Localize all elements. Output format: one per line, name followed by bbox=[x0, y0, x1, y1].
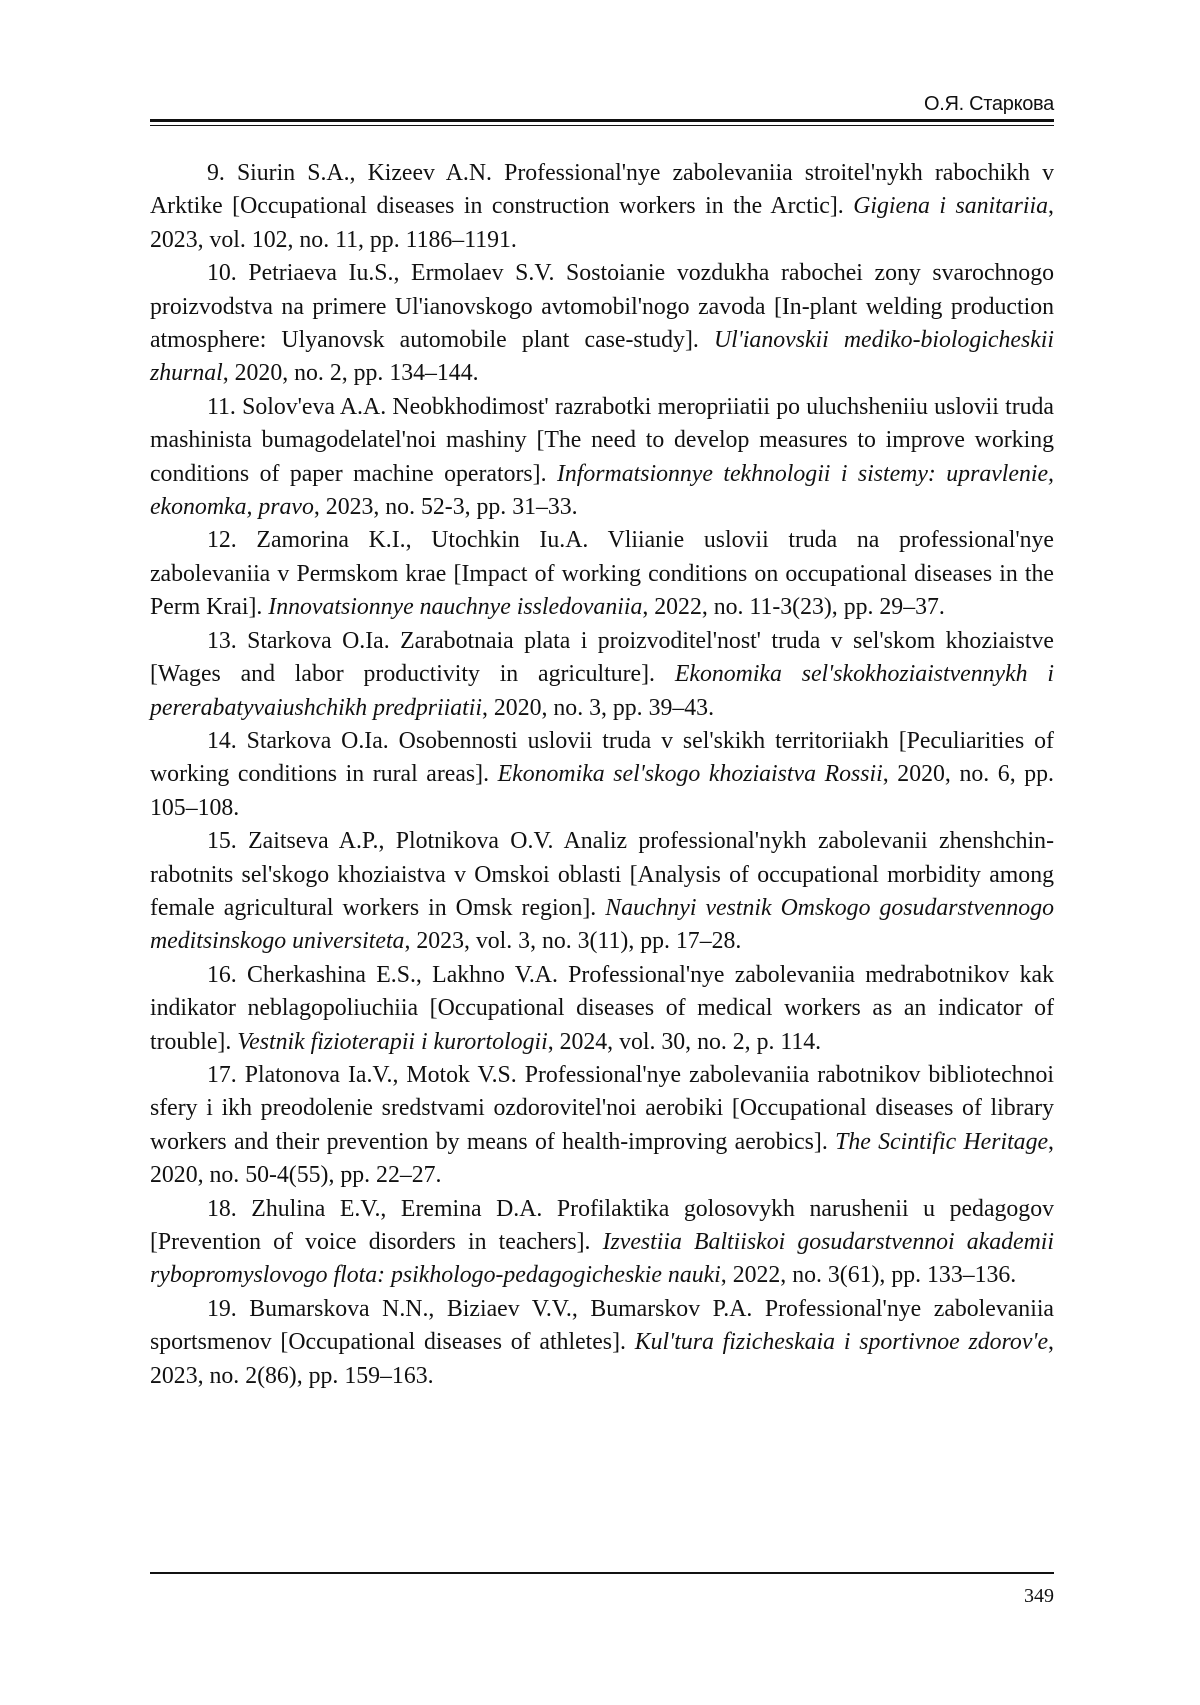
journal-title: Kul'tura fizicheskaia i sportivnoe zdorov'e bbox=[634, 1329, 1049, 1356]
reference-details: , 2020, no. 3, pp. 39–43. bbox=[482, 694, 715, 721]
journal-title: Izvestiia Baltiiskoi gosudarstvennoi akademii rybopromyslovogo flota: psikhologo-pedagogicheskie nauki bbox=[150, 1229, 1054, 1289]
reference-text: 17. Platonova Ia.V., Motok V.S. Professional'nye zabolevaniia rabotnikov bibliotechnoi sfery i ikh preodolenie sredstvami ozdorovitel'noi aerobiki [Occupational diseases of library workers and their prevention by means of health-improving aerobics]. bbox=[150, 1061, 1054, 1155]
journal-title: Ul'ianovskii mediko-biologicheskii zhurnal bbox=[150, 327, 1054, 387]
journal-title: Gigiena i sanitariia bbox=[853, 193, 1049, 220]
reference-item-13 bbox=[150, 625, 1054, 725]
reference-item-16 bbox=[150, 959, 1054, 1059]
reference-item-19 bbox=[150, 1293, 1054, 1393]
reference-details: , 2023, vol. 3, no. 3(11), pp. 17–28. bbox=[404, 928, 742, 955]
header-rule-thin bbox=[150, 125, 1054, 126]
reference-text: 16. Cherkashina E.S., Lakhno V.A. Professional'nye zabolevaniia medrabotnikov kak indikator neblagopoliuchiia [Occupational diseases of medical workers as an indicator of trouble]. bbox=[150, 961, 1054, 1055]
reference-item-17 bbox=[150, 1059, 1054, 1193]
reference-details: , 2023, vol. 102, no. 11, pp. 1186–1191. bbox=[150, 193, 1054, 253]
journal-title: Ekonomika sel'skokhoziaistvennykh i pererabatyvaiushchikh predpriiatii bbox=[150, 661, 1054, 721]
reference-item-9 bbox=[150, 157, 1054, 257]
reference-details: , 2020, no. 50-4(55), pp. 22–27. bbox=[150, 1128, 1054, 1189]
reference-text: 12. Zamorina K.I., Utochkin Iu.A. Vliianie uslovii truda na professional'nye zabolevaniia v Permskom krae [Impact of working conditions on occupational diseases in the Perm Krai]. bbox=[150, 527, 1054, 621]
reference-details: , 2022, no. 3(61), pp. 133–136. bbox=[720, 1262, 1017, 1289]
reference-text: 10. Petriaeva Iu.S., Ermolaev S.V. Sostoianie vozdukha rabochei zony svarochnogo proizvodstva na primere Ul'ianovskogo avtomobil'nogo zavoda [In-plant welding production atmosphere: Ulyanovsk automobile plant case-study]. bbox=[150, 260, 1054, 354]
reference-item-18 bbox=[150, 1193, 1054, 1293]
reference-text: 14. Starkova O.Ia. Osobennosti uslovii truda v sel'skikh territoriiakh [Peculiarities of working conditions in rural areas]. bbox=[150, 727, 1054, 788]
reference-text: 13. Starkova O.Ia. Zarabotnaia plata i proizvoditel'nost' truda v sel'skom khoziaistve [Wages and labor productivity in agriculture]. bbox=[150, 627, 1054, 688]
journal-title: The Scintific Heritage bbox=[835, 1128, 1049, 1155]
page-number: 349 bbox=[1024, 1585, 1054, 1607]
reference-item-15 bbox=[150, 825, 1054, 959]
reference-item-12 bbox=[150, 524, 1054, 624]
footer-rule bbox=[150, 1572, 1054, 1574]
reference-text: 18. Zhulina E.V., Eremina D.A. Profilaktika golosovykh narushenii u pedagogov [Prevention of voice disorders in teachers]. bbox=[150, 1195, 1054, 1255]
reference-text: 11. Solov'eva A.A. Neobkhodimost' razrabotki meropriiatii po uluchsheniiu uslovii truda mashinista bumagodelatel'noi mashiny [The need to develop measures to improve working conditions of paper machine operators]. bbox=[150, 393, 1054, 487]
reference-details: , 2020, no. 6, pp. 105–108. bbox=[150, 761, 1054, 821]
journal-title: Vestnik fizioterapii i kurortologii bbox=[237, 1028, 548, 1055]
journal-title: Innovatsionnye nauchnye issledovaniia bbox=[268, 594, 643, 621]
reference-details: , 2020, no. 2, pp. 134–144. bbox=[222, 360, 479, 387]
reference-text: 19. Bumarskova N.N., Biziaev V.V., Bumarskov P.A. Professional'nye zabolevaniia sportsmenov [Occupational diseases of athletes]. bbox=[150, 1295, 1054, 1356]
journal-title: Nauchnyi vestnik Omskogo gosudarstvennogo meditsinskogo universiteta bbox=[150, 894, 1054, 955]
journal-title: Informatsionnye tekhnologii i sistemy: upravlenie, ekonomka, pravo bbox=[150, 460, 1054, 521]
reference-text: 9. Siurin S.A., Kizeev A.N. Professional'nye zabolevaniia stroitel'nykh rabochikh v Arktike [Occupational diseases in construction workers in the Arctic]. bbox=[150, 160, 1054, 220]
reference-details: , 2023, no. 52-3, pp. 31–33. bbox=[313, 494, 578, 521]
reference-text: 15. Zaitseva A.P., Plotnikova O.V. Analiz professional'nykh zabolevanii zhenshchin-rabotnits sel'skogo khoziaistva v Omskoi oblasti [Analysis of occupational morbidity among female agricultural workers in Omsk region]. bbox=[150, 828, 1054, 921]
reference-list bbox=[150, 157, 1054, 1393]
header-rule-thick bbox=[150, 119, 1054, 122]
reference-item-10 bbox=[150, 257, 1054, 391]
reference-item-14 bbox=[150, 725, 1054, 825]
reference-details: , 2022, no. 11-3(23), pp. 29–37. bbox=[642, 594, 945, 621]
reference-item-11 bbox=[150, 391, 1054, 525]
reference-details: , 2024, vol. 30, no. 2, p. 114. bbox=[547, 1028, 822, 1055]
running-head: О.Я. Старкова bbox=[923, 93, 1054, 115]
reference-details: , 2023, no. 2(86), pp. 159–163. bbox=[150, 1329, 1054, 1389]
journal-title: Ekonomika sel'skogo khoziaistva Rossii bbox=[497, 761, 883, 788]
